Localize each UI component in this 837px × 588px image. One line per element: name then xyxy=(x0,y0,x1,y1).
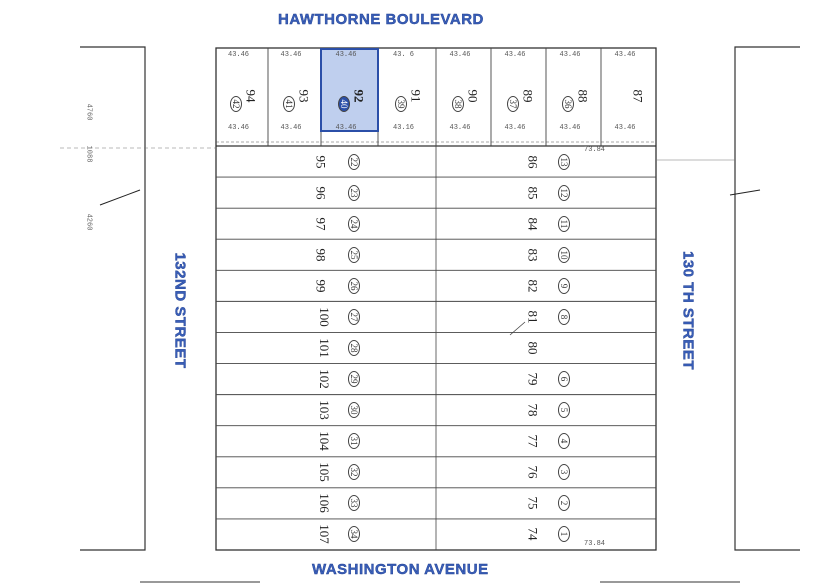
right-lot-number[interactable]: 74 xyxy=(525,527,541,541)
right-lot-sub-number: 13 xyxy=(558,154,570,170)
top-lot-sub-number: 40 xyxy=(338,96,350,112)
right-lot-number[interactable]: 86 xyxy=(525,155,541,169)
bottom-dim: 43.46 xyxy=(280,124,302,132)
top-lot-sub-number: 42 xyxy=(230,96,242,112)
right-lot-number[interactable]: 82 xyxy=(525,279,541,293)
top-lot-sub-number: 38 xyxy=(452,96,464,112)
left-street-label: 132ND STREET xyxy=(171,252,189,369)
bottom-dim: 43.46 xyxy=(335,124,357,132)
right-lot-number[interactable]: 85 xyxy=(525,186,541,200)
left-margin-dim: 4260 xyxy=(84,213,93,231)
left-lot-sub-number: 24 xyxy=(348,216,360,232)
highlighted-lot[interactable] xyxy=(321,49,378,131)
right-lot-sub-number: 11 xyxy=(558,216,570,232)
right-lot-number[interactable]: 79 xyxy=(525,372,541,386)
right-lot-number[interactable]: 78 xyxy=(525,403,541,417)
row-dim-top: 73.84 xyxy=(584,146,606,154)
left-lot-number[interactable]: 95 xyxy=(313,155,329,169)
left-lot-number[interactable]: 103 xyxy=(316,400,332,420)
right-lot-sub-number: 8 xyxy=(558,309,570,325)
left-lot-number[interactable]: 102 xyxy=(316,369,332,389)
left-lot-number[interactable]: 96 xyxy=(313,186,329,200)
top-lot-number[interactable]: 88 xyxy=(575,89,590,103)
top-dim: 43.46 xyxy=(228,51,250,59)
left-lot-sub-number: 34 xyxy=(348,526,360,542)
bottom-dim: 43.46 xyxy=(614,124,636,132)
bottom-dim: 43.46 xyxy=(228,124,250,132)
bottom-dim: 43.46 xyxy=(559,124,581,132)
row-dim-bottom: 73.84 xyxy=(584,540,606,548)
left-lot-sub-number: 26 xyxy=(348,278,360,294)
top-lot-number[interactable]: 92 xyxy=(351,89,366,103)
left-lot-sub-number: 27 xyxy=(348,309,360,325)
left-lot-number[interactable]: 104 xyxy=(316,431,332,451)
left-lot-sub-number: 31 xyxy=(348,433,360,449)
top-lot-sub-number: 36 xyxy=(562,96,574,112)
top-lot-number[interactable]: 90 xyxy=(465,89,480,103)
right-street-label: 130 TH STREET xyxy=(679,250,697,371)
top-lot-number[interactable]: 94 xyxy=(243,89,259,103)
top-dim: 43.46 xyxy=(280,51,302,59)
right-lot-number[interactable]: 80 xyxy=(525,341,541,355)
top-lot-sub-number: 37 xyxy=(507,96,519,112)
bottom-dim: 43.16 xyxy=(393,124,415,132)
right-lot-number[interactable]: 81 xyxy=(525,310,541,324)
left-lot-number[interactable]: 107 xyxy=(316,524,332,545)
left-lot-sub-number: 22 xyxy=(348,154,360,170)
top-lot-number[interactable]: 89 xyxy=(520,89,535,103)
left-lot-sub-number: 30 xyxy=(348,402,360,418)
left-lot-sub-number: 32 xyxy=(348,464,360,480)
right-lot-sub-number: 6 xyxy=(558,371,570,387)
left-lot-number[interactable]: 106 xyxy=(316,493,332,514)
top-dim: 43. 6 xyxy=(393,51,415,59)
top-street-label: HAWTHORNE BOULEVARD xyxy=(278,11,484,28)
left-margin-dim: 1088 xyxy=(84,145,93,163)
left-lot-sub-number: 25 xyxy=(348,247,360,263)
right-lot-sub-number: 1 xyxy=(558,526,570,542)
right-lot-sub-number: 10 xyxy=(558,247,570,263)
left-lot-number[interactable]: 97 xyxy=(313,217,329,231)
left-lot-number[interactable]: 99 xyxy=(313,279,329,293)
top-lot-number[interactable]: 93 xyxy=(296,89,311,103)
right-lot-number[interactable]: 77 xyxy=(525,434,541,448)
bottom-street-label: WASHINGTON AVENUE xyxy=(312,561,489,578)
left-lot-number[interactable]: 100 xyxy=(316,307,332,327)
right-lot-sub-number: 3 xyxy=(558,464,570,480)
right-lot-sub-number: 4 xyxy=(558,433,570,449)
top-lot-sub-number: 41 xyxy=(283,96,295,112)
top-dim: 43.46 xyxy=(614,51,636,59)
left-lot-sub-number: 23 xyxy=(348,185,360,201)
top-dim: 43.46 xyxy=(449,51,471,59)
right-lot-sub-number: 5 xyxy=(558,402,570,418)
right-lot-sub-number: 9 xyxy=(558,278,570,294)
top-dim: 43.46 xyxy=(559,51,581,59)
top-lot-number[interactable]: 91 xyxy=(408,89,424,103)
bottom-dim: 43.46 xyxy=(449,124,471,132)
right-lot-number[interactable]: 83 xyxy=(525,248,541,262)
right-lot-sub-number: 2 xyxy=(558,495,570,511)
top-lot-sub-number: 39 xyxy=(395,96,407,112)
left-margin-dim: 4760 xyxy=(84,103,93,121)
left-lot-sub-number: 29 xyxy=(348,371,360,387)
right-lot-number[interactable]: 84 xyxy=(525,217,541,231)
bottom-dim: 43.46 xyxy=(504,124,526,132)
left-lot-number[interactable]: 98 xyxy=(313,248,329,262)
left-lot-sub-number: 28 xyxy=(348,340,360,356)
right-lot-number[interactable]: 75 xyxy=(525,496,541,510)
left-lot-number[interactable]: 105 xyxy=(316,462,332,483)
left-lot-sub-number: 33 xyxy=(348,495,360,511)
right-lot-sub-number: 12 xyxy=(558,185,570,201)
left-lot-number[interactable]: 101 xyxy=(316,338,332,358)
top-dim: 43.46 xyxy=(504,51,526,59)
right-lot-number[interactable]: 76 xyxy=(525,465,541,479)
top-lot-number[interactable]: 87 xyxy=(630,89,645,103)
top-dim: 43.46 xyxy=(335,51,357,59)
